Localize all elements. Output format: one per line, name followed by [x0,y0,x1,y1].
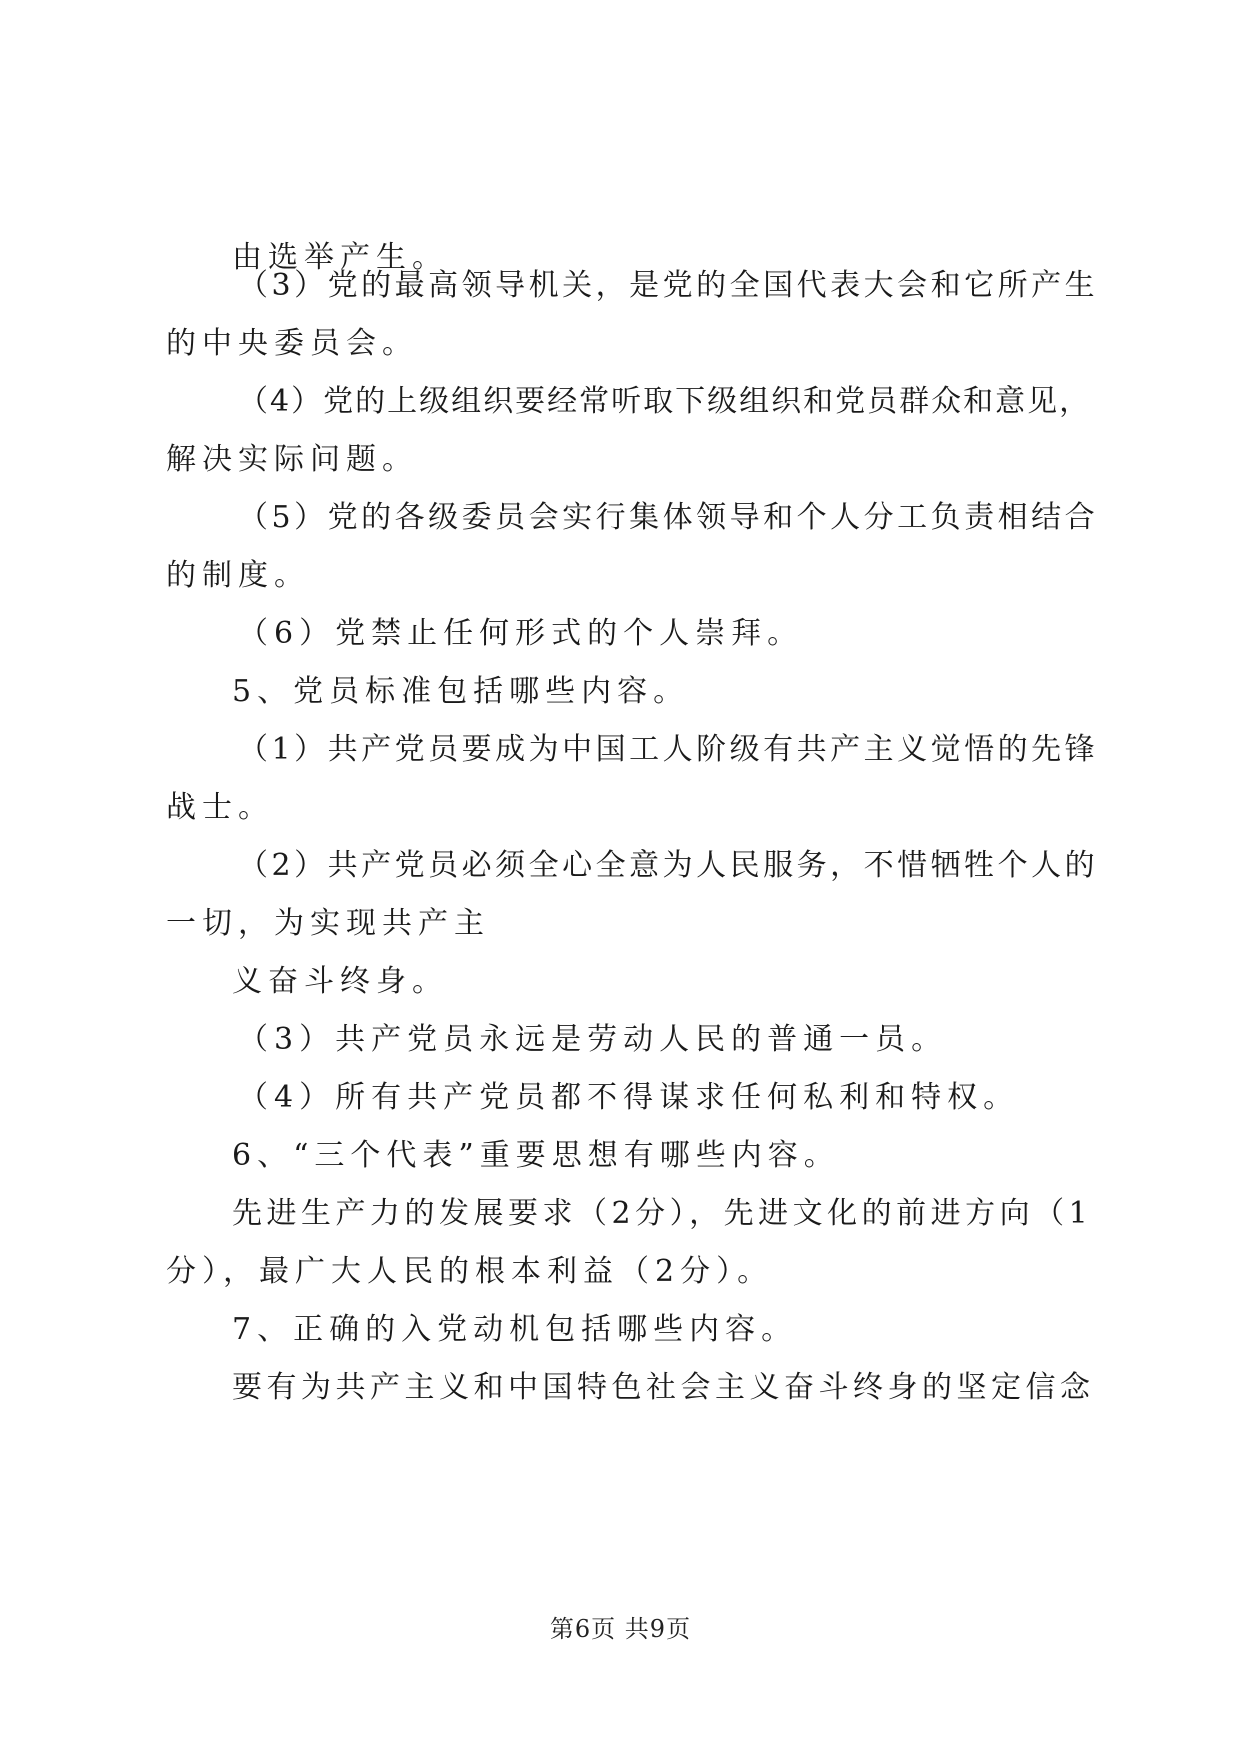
text-line: （5）党的各级委员会实行集体领导和个人分工负责相结合 [238,500,1099,535]
text-line: 要有为共产主义和中国特色社会主义奋斗终身的坚定信念 [232,1370,1095,1405]
text-line: 由选举产生。 [232,240,448,275]
section-heading: 5、党员标准包括哪些内容。 [232,674,690,709]
text-line: 的中央委员会。 [166,326,418,361]
page-number-footer: 第6页 共9页 [549,1615,692,1643]
text-line: 先进生产力的发展要求（2分），先进文化的前进方向（1 [232,1196,1093,1231]
text-line: 一切，为实现共产主 [166,906,490,941]
text-line: 的制度。 [166,558,310,593]
text-line: （3）共产党员永远是劳动人民的普通一员。 [238,1022,948,1057]
text-line: （1）共产党员要成为中国工人阶级有共产主义觉悟的先锋 [238,732,1099,767]
section-heading: 6、“三个代表”重要思想有哪些内容。 [232,1138,840,1173]
text-line: 分），最广大人民的根本利益（2分）。 [166,1254,774,1289]
text-line: （2）共产党员必须全心全意为人民服务，不惜牺牲个人的 [238,848,1099,883]
text-line: （6）党禁止任何形式的个人崇拜。 [238,616,804,651]
text-line: （4）党的上级组织要经常听取下级组织和党员群众和意见， [238,384,1092,419]
text-line: 解决实际问题。 [166,442,418,477]
section-heading: 7、正确的入党动机包括哪些内容。 [232,1312,798,1347]
text-line: （4）所有共产党员都不得谋求任何私利和特权。 [238,1080,1020,1115]
text-line: （3）党的最高领导机关，是党的全国代表大会和它所产生 [238,268,1099,303]
text-line: 战士。 [166,790,274,825]
text-line: 义奋斗终身。 [232,964,448,999]
